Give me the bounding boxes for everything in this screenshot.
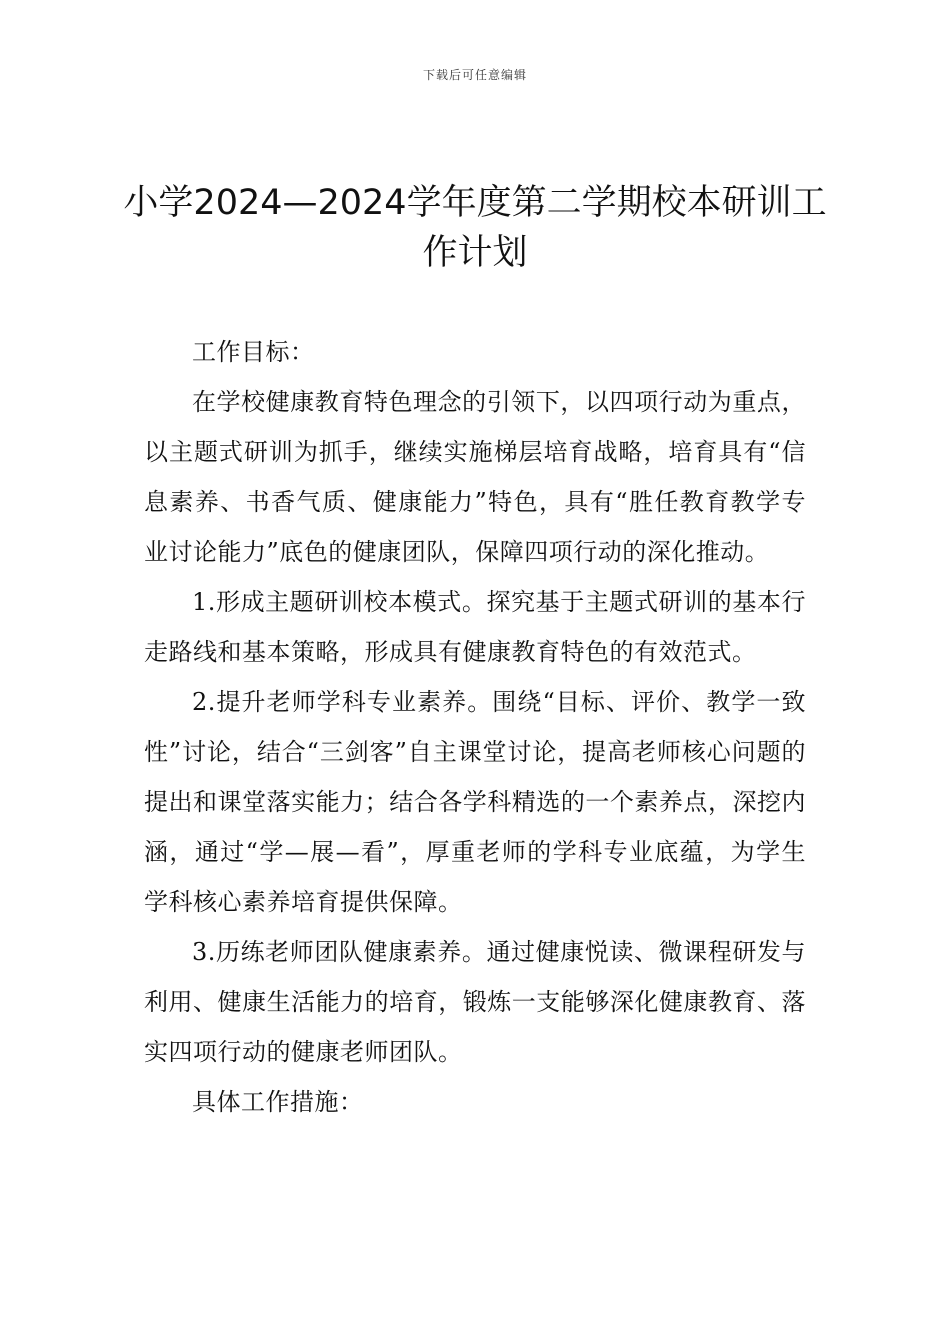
goal-item-3: 3.历练老师团队健康素养。通过健康悦读、微课程研发与利用、健康生活能力的培育，锻炼一支能够深化健康教育、落实四项行动的健康老师团队。	[144, 938, 806, 1066]
page-header-note: 下载后可任意编辑	[422, 68, 527, 82]
goal-item-1: 1.形成主题研训校本模式。探究基于主题式研训的基本行走路线和基本策略，形成具有健康教育特色的有效范式。	[144, 588, 806, 666]
document-title: 小学2024—2024学年度第二学期校本研训工作计划	[123, 183, 827, 273]
measures-heading: 具体工作措施：	[192, 1088, 364, 1116]
goal-heading: 工作目标：	[192, 338, 315, 366]
goal-item-2: 2.提升老师学科专业素养。围绕“目标、评价、教学一致性”讨论，结合“三剑客”自主课堂讨论，提高老师核心问题的提出和课堂落实能力；结合各学科精选的一个素养点，深挖内涵，通过“学—展—看”，厚重老师的学科专业底蕴，为学生学科核心素养培育提供保障。	[144, 688, 806, 916]
document-body	[144, 327, 806, 1127]
goal-intro-paragraph: 在学校健康教育特色理念的引领下，以四项行动为重点，以主题式研训为抓手，继续实施梯层培育战略，培育具有“信息素养、书香气质、健康能力”特色，具有“胜任教育教学专业讨论能力”底色的健康团队，保障四项行动的深化推动。	[144, 388, 806, 566]
